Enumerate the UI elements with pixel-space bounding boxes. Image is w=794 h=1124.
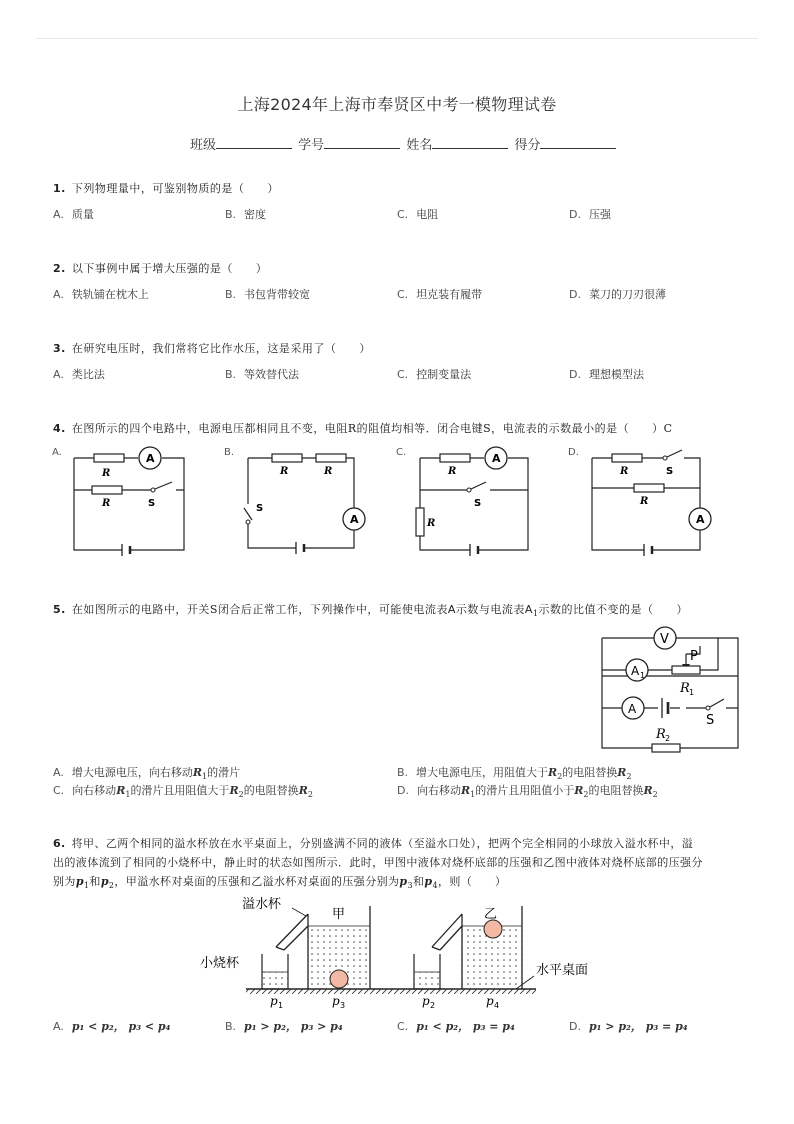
svg-text:A: A — [631, 664, 640, 678]
svg-text:S: S — [474, 498, 482, 509]
svg-text:R: R — [448, 466, 457, 477]
class-label: 班级 — [190, 138, 217, 153]
q6-option-a[interactable]: A. p₁ < p₂， p₃ < p₄ — [53, 1020, 171, 1033]
small-beaker-2 — [414, 954, 440, 989]
svg-text:1: 1 — [278, 1001, 284, 1010]
svg-text:A: A — [350, 513, 359, 526]
question-1 — [53, 180, 279, 196]
cup-yi — [432, 906, 522, 989]
resistor — [416, 508, 424, 536]
class-blank[interactable] — [216, 136, 292, 149]
question-5: 5. 在如图所示的电路中，开关S闭合后正常工作，下列操作中，可能使电流表A示数与电流表$A_1$示数的比值不变的是（ ） — [53, 603, 689, 619]
question-number: 4. — [53, 422, 66, 435]
svg-text:p: p — [270, 994, 278, 1008]
svg-text:R: R — [280, 466, 289, 477]
switch-icon — [467, 488, 471, 492]
svg-text:R: R — [102, 498, 111, 509]
student-info-line — [190, 134, 618, 153]
overflow-cup-label: 溢水杯 — [242, 897, 282, 912]
resistor-r2 — [652, 744, 680, 752]
svg-text:A: A — [146, 452, 155, 465]
name-label: 姓名 — [406, 138, 433, 153]
q1-option-c[interactable]: C. 电阻 — [397, 208, 439, 221]
q3-option-d[interactable]: D. 理想模型法 — [569, 368, 644, 381]
q2-option-a[interactable]: A. 铁轨铺在枕木上 — [53, 288, 149, 301]
q4-circuit-d — [568, 444, 708, 556]
svg-text:R: R — [640, 496, 649, 507]
switch-icon — [246, 520, 250, 524]
svg-text:4: 4 — [494, 1001, 500, 1010]
question-4 — [53, 420, 673, 436]
q3-option-b[interactable]: B. 等效替代法 — [225, 368, 300, 381]
small-beaker-label: 小烧杯 — [200, 956, 240, 971]
q5-circuit — [596, 624, 746, 752]
score-blank[interactable] — [540, 136, 616, 149]
switch-icon — [151, 488, 155, 492]
svg-text:S: S — [706, 713, 715, 728]
svg-text:3: 3 — [340, 1001, 346, 1010]
svg-text:P: P — [690, 649, 698, 664]
q2-option-b[interactable]: B. 书包背带较宽 — [225, 288, 311, 301]
resistor — [316, 454, 346, 462]
svg-text:R: R — [102, 468, 111, 479]
q2-option-c[interactable]: C. 坦克装有履带 — [397, 288, 483, 301]
header-rule — [36, 38, 758, 39]
circuit-label: B. — [224, 447, 235, 458]
question-stem: 下列物理量中，可鉴别物质的是（ ） — [71, 182, 279, 195]
id-label: 学号 — [298, 138, 325, 153]
circuit-label: D. — [568, 447, 579, 458]
q4-circuit-c — [396, 444, 536, 556]
question-3 — [53, 340, 371, 356]
q4-circuit-a — [52, 444, 192, 556]
svg-text:1: 1 — [689, 688, 695, 697]
switch-icon — [706, 706, 710, 710]
q1-option-d[interactable]: D. 压强 — [569, 208, 611, 221]
svg-text:R: R — [656, 727, 666, 742]
q6-option-c[interactable]: C. p₁ < p₂， p₃ = p₄ — [397, 1020, 515, 1033]
svg-text:S: S — [256, 503, 264, 514]
question-stem: 在图所示的四个电路中，电源电压都相同且不变，电阻R的阻值均相等．闭合电键S，电流表的示数最小的是（ ）C — [71, 422, 673, 435]
question-stem: 以下事例中属于增大压强的是（ ） — [71, 262, 268, 275]
q5-option-c[interactable]: C. 向右移动$R_1$的滑片且用阻值大于$R_2$的电阻替换$R_2$ — [53, 784, 313, 800]
ball-icon — [484, 920, 502, 938]
question-stem: 在研究电压时，我们常将它比作水压，这是采用了（ ） — [71, 342, 371, 355]
circuit-label: A. — [52, 447, 62, 458]
question-number: 6. — [53, 837, 66, 850]
q2-option-d[interactable]: D. 菜刀的刀刃很薄 — [569, 288, 666, 301]
small-beaker-1 — [262, 954, 288, 989]
q1-option-a[interactable]: A. 质量 — [53, 208, 94, 221]
svg-text:A: A — [696, 513, 705, 526]
question-number: 5. — [53, 603, 66, 616]
resistor — [272, 454, 302, 462]
resistor — [634, 484, 664, 492]
ball-icon — [330, 970, 348, 988]
question-number: 1. — [53, 182, 66, 195]
q3-option-a[interactable]: A. 类比法 — [53, 368, 105, 381]
id-blank[interactable] — [324, 136, 400, 149]
question-number: 3. — [53, 342, 66, 355]
svg-text:S: S — [148, 498, 156, 509]
q5-option-d[interactable]: D. 向右移动$R_1$的滑片且用阻值小于$R_2$的电阻替换$R_2$ — [397, 784, 658, 800]
svg-text:A: A — [492, 452, 501, 465]
svg-text:p: p — [332, 994, 340, 1008]
svg-text:R: R — [427, 518, 436, 529]
jia-label: 甲 — [332, 907, 346, 922]
yi-label: 乙 — [484, 907, 498, 922]
svg-text:p: p — [486, 994, 494, 1008]
name-blank[interactable] — [432, 136, 508, 149]
q6-overflow-cup-diagram — [196, 892, 606, 1014]
svg-text:R: R — [680, 681, 690, 696]
svg-text:S: S — [666, 466, 674, 477]
rheostat-r1 — [672, 666, 700, 674]
score-label: 得分 — [514, 138, 541, 153]
svg-text:A: A — [628, 702, 637, 716]
svg-text:R: R — [324, 466, 333, 477]
svg-text:p: p — [422, 994, 430, 1008]
q6-option-b[interactable]: B. p₁ > p₂， p₃ > p₄ — [225, 1020, 343, 1033]
circuit-label: C. — [396, 447, 407, 458]
q5-option-a[interactable]: A. 增大电源电压，向右移动$R_1$的滑片 — [53, 766, 241, 782]
svg-text:1: 1 — [640, 671, 646, 680]
q4-circuit-b — [224, 444, 364, 556]
svg-text:2: 2 — [665, 734, 671, 743]
svg-text:R: R — [620, 466, 629, 477]
q6-option-d[interactable]: D. p₁ > p₂， p₃ = p₄ — [569, 1020, 688, 1033]
cup-jia — [276, 906, 370, 989]
switch-icon — [663, 456, 667, 460]
question-number: 2. — [53, 262, 66, 275]
q3-option-c[interactable]: C. 控制变量法 — [397, 368, 472, 381]
question-2 — [53, 260, 267, 276]
resistor — [94, 454, 124, 462]
svg-text:2: 2 — [430, 1001, 436, 1010]
q5-option-b[interactable]: B. 增大电源电压，用阻值大于$R_2$的电阻替换$R_2$ — [397, 766, 632, 782]
question-6: 6. 将甲、乙两个相同的溢水杯放在水平桌面上，分别盛满不同的液体（至溢水口处），把两个完全相同的小球放入溢水杯中，溢 出的液体流到了相同的小烧杯中，静止时的状态如图所示．此时，甲图中液体对烧杯底部的压强和乙图中液体对烧杯底部的压强分 别为$p_1$和$p_2$，甲溢水杯对桌面的压强和乙溢水杯对桌面的压强分别为$p_3$和$p_4$，则（ ） — [53, 837, 703, 891]
resistor — [440, 454, 470, 462]
table-label: 水平桌面 — [536, 963, 589, 978]
resistor — [612, 454, 642, 462]
page-title: 上海2024年上海市奉贤区中考一模物理试卷 — [237, 95, 557, 114]
q1-option-b[interactable]: B. 密度 — [225, 208, 267, 221]
svg-text:V: V — [660, 632, 669, 647]
resistor — [92, 486, 122, 494]
